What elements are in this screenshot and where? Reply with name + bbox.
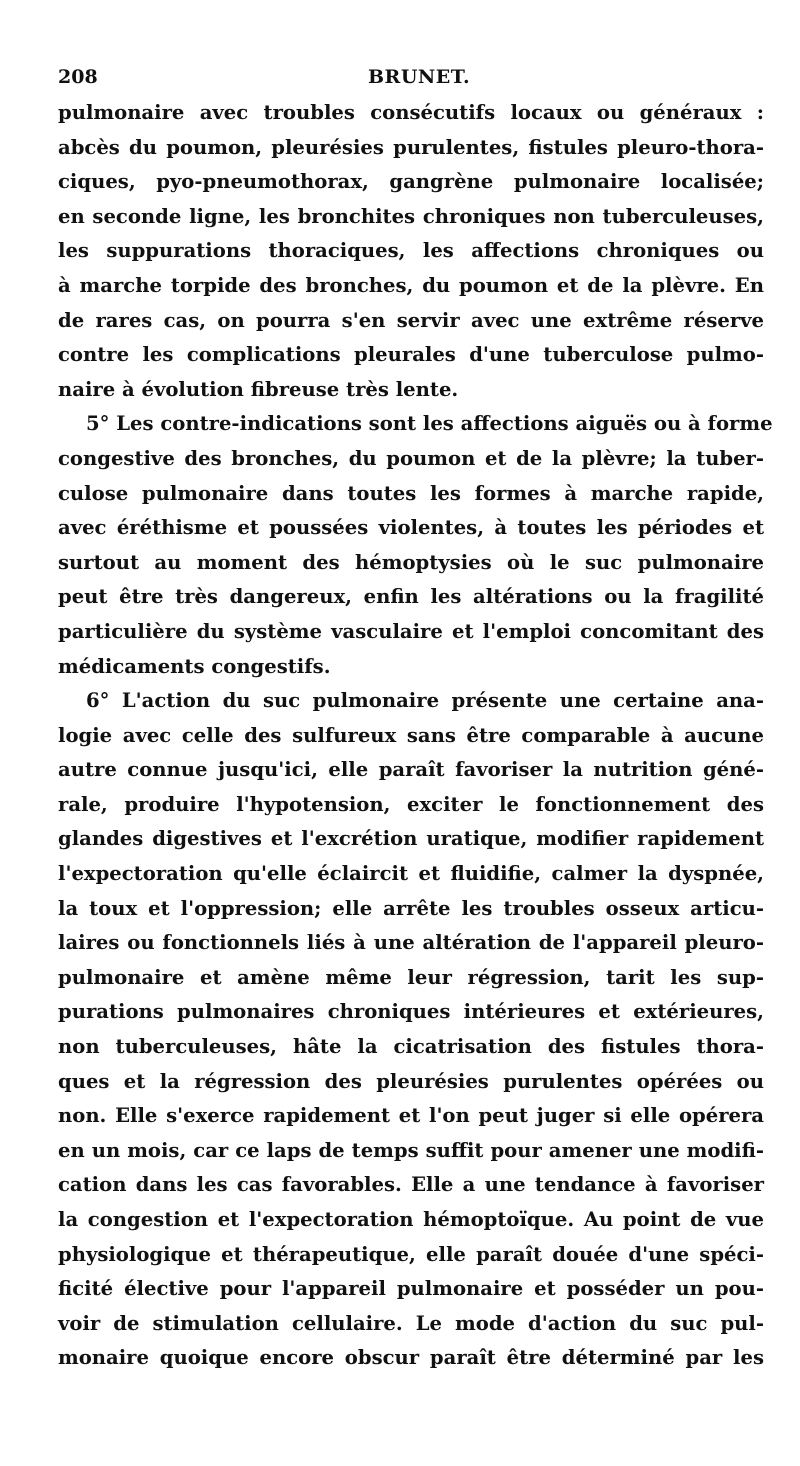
text-line: ques et la régression des pleurésies purulentes opérées ou	[58, 1069, 764, 1093]
text-line: la toux et l'oppression; elle arrête les troubles osseux articu-	[58, 896, 764, 920]
text-line: voir de stimulation cellulaire. Le mode d'action du suc pul-	[58, 1311, 764, 1335]
text-line: pulmonaire et amène même leur régression, tarit les sup-	[58, 965, 764, 989]
text-line: logie avec celle des sulfureux sans être comparable à aucune	[58, 723, 764, 747]
text-line: 6° L'action du suc pulmonaire présente une certaine ana-	[86, 689, 764, 713]
text-line: physiologique et thérapeutique, elle paraît douée d'une spéci-	[58, 1242, 764, 1266]
text-line: particulière du système vasculaire et l'emploi concomitant des	[58, 619, 764, 643]
text-line: la congestion et l'expectoration hémoptoïque. Au point de vue	[58, 1208, 764, 1231]
text-line: contre les complications pleurales d'une tuberculose pulmo-	[58, 343, 764, 367]
text-line: naire à évolution fibreuse très lente.	[58, 377, 459, 401]
page-number: 208	[58, 66, 98, 88]
text-line: culose pulmonaire dans toutes les formes à marche rapide,	[58, 481, 764, 505]
text-line: non. Elle s'exerce rapidement et l'on peut juger si elle opérera	[58, 1104, 764, 1128]
page	[58, 60, 773, 1376]
text-line: 5° Les contre-indications sont les affections aiguës ou à forme	[86, 412, 773, 436]
text-line: laires ou fonctionnels liés à une altération de l'appareil pleuro-	[58, 931, 764, 955]
text-line: avec éréthisme et poussées violentes, à toutes les périodes et	[58, 516, 764, 540]
text-line: les suppurations thoraciques, les affections chroniques ou	[58, 239, 764, 263]
text-line: monaire quoique encore obscur paraît être déterminé par les	[58, 1346, 764, 1370]
page-header	[58, 60, 764, 96]
text-line: glandes digestives et l'excrétion uratique, modifier rapidement	[58, 827, 764, 851]
text-line: l'expectoration qu'elle éclaircit et fluidifie, calmer la dyspnée,	[58, 862, 764, 886]
text-line: purations pulmonaires chroniques intérieures et extérieures,	[58, 1000, 764, 1024]
text-line: abcès du poumon, pleurésies purulentes, fistules pleuro-thora-	[58, 135, 764, 159]
text-line: en seconde ligne, les bronchites chroniques non tuberculeuses,	[58, 204, 764, 228]
running-head: BRUNET.	[368, 66, 471, 88]
text-line: en un mois, car ce laps de temps suffit pour amener une modifi-	[58, 1138, 764, 1162]
text-line: ficité élective pour l'appareil pulmonaire et posséder un pou-	[58, 1277, 764, 1301]
text-line: ciques, pyo-pneumothorax, gangrène pulmonaire localisée;	[58, 170, 764, 194]
text-line: pulmonaire avec troubles consécutifs locaux ou généraux :	[58, 101, 764, 124]
text-line: rale, produire l'hypotension, exciter le fonctionnement des	[58, 792, 764, 816]
text-line: à marche torpide des bronches, du poumon et de la plèvre. En	[58, 273, 764, 297]
text-line: peut être très dangereux, enfin les altérations ou la fragilité	[58, 585, 764, 609]
text-line: autre connue jusqu'ici, elle paraît favoriser la nutrition géné-	[58, 758, 764, 782]
body-text	[58, 96, 773, 1376]
text-line: cation dans les cas favorables. Elle a une tendance à favoriser	[58, 1173, 764, 1197]
text-line: médicaments congestifs.	[58, 654, 331, 678]
text-line: surtout au moment des hémoptysies où le suc pulmonaire	[58, 550, 764, 574]
text-line: de rares cas, on pourra s'en servir avec une extrême réserve	[58, 308, 764, 332]
text-line: congestive des bronches, du poumon et de la plèvre; la tuber-	[58, 446, 764, 470]
text-line: non tuberculeuses, hâte la cicatrisation des fistules thora-	[58, 1035, 764, 1059]
